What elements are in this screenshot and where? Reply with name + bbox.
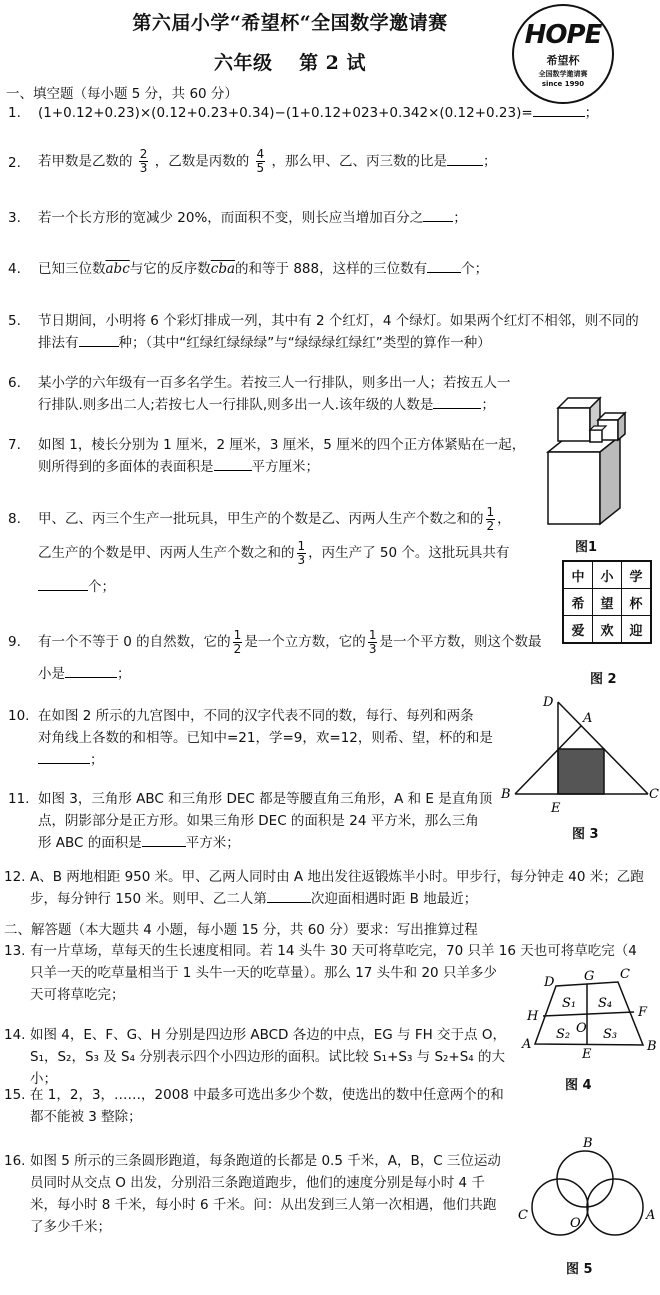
label-a: A xyxy=(646,1208,656,1223)
question-text: 节日期间，小明将 6 个彩灯排成一列，其中有 2 个红灯，4 个绿灯。如果两个红灯不相邻，则不同的 xyxy=(38,313,639,329)
question-text: 都不能被 3 整除； xyxy=(30,1109,142,1125)
label-e: E xyxy=(551,801,561,816)
label-f: F xyxy=(638,1005,648,1020)
grid-cell: 希 xyxy=(563,589,593,616)
fraction xyxy=(297,540,307,567)
numerator: 1 xyxy=(297,538,306,553)
label-d: D xyxy=(544,975,555,990)
question-text: 在 1，2，3，……，2008 中最多可选出多少个数，使选出的数中任意两个的和 xyxy=(30,1087,504,1103)
question-9 xyxy=(8,626,548,690)
grid-cell: 杯 xyxy=(622,589,652,616)
grid-cell: 迎 xyxy=(622,616,652,644)
grid-cell: 爱 xyxy=(563,616,593,644)
label-o: O xyxy=(576,1021,587,1036)
answer-blank[interactable] xyxy=(433,394,481,409)
label-g: G xyxy=(584,969,595,984)
fraction xyxy=(486,506,496,533)
numerator: 1 xyxy=(233,627,242,642)
figure-1-cubes xyxy=(540,384,640,534)
question-text: ，那么甲、乙、丙三数的比是 xyxy=(271,153,447,170)
question-tail: 个； xyxy=(88,579,115,595)
question-number: 10. xyxy=(8,708,30,724)
question-number: 16. xyxy=(4,1153,26,1169)
figure-4-quadrilateral xyxy=(510,962,660,1062)
question-text: 排法有 xyxy=(38,335,79,351)
answer-blank[interactable] xyxy=(423,207,453,222)
question-text: 小是 xyxy=(38,666,65,682)
numerator: 1 xyxy=(486,504,495,519)
question-number: 8. xyxy=(8,511,21,527)
question-tail: ； xyxy=(584,105,599,121)
question-text: 是一个立方数，它的 xyxy=(244,634,366,650)
question-text: S₁，S₂，S₃ 及 S₄ 分别表示四个小四边形的面积。试比较 S₁+S₃ 与 S₂+S₄ 的大小； xyxy=(30,1049,506,1087)
question-number: 12. xyxy=(4,869,26,885)
figure-5-circles xyxy=(510,1135,660,1245)
label-b: B xyxy=(501,787,511,802)
denominator: 3 xyxy=(368,641,377,656)
fraction xyxy=(368,629,378,656)
question-10 xyxy=(8,705,498,771)
grid-cell: 望 xyxy=(593,589,622,616)
section-heading-fill-blank: 一、填空题（每小题 5 分，共 60 分） xyxy=(6,86,238,102)
label-o: O xyxy=(570,1216,581,1231)
grid-cell: 中 xyxy=(563,561,593,589)
fraction xyxy=(139,148,149,175)
question-7 xyxy=(8,434,538,478)
label-s3: S₃ xyxy=(603,1027,618,1042)
answer-blank[interactable] xyxy=(267,888,311,903)
question-16 xyxy=(4,1150,524,1238)
label-a: A xyxy=(583,711,593,726)
question-tail: 平方米； xyxy=(185,835,240,851)
label-c: C xyxy=(518,1208,528,1223)
figure-3-triangles xyxy=(495,692,660,816)
label-c: C xyxy=(620,967,630,982)
question-tail: ； xyxy=(481,397,495,413)
question-text: 的和等于 888，这样的三位数有 xyxy=(235,261,428,277)
question-number: 13. xyxy=(4,943,26,959)
figure-2-grid xyxy=(562,560,652,644)
question-number: 14. xyxy=(4,1027,26,1043)
numerator: 2 xyxy=(139,147,148,161)
question-number: 4. xyxy=(8,261,21,277)
question-text: (1+0.12+0.23)×(0.12+0.23+0.34)−(1+0.12+023+0.342×(0.12+0.23)= xyxy=(38,105,533,121)
question-tail: ； xyxy=(482,153,497,170)
question-text: 步，每分钟行 150 米。则甲、乙二人第 xyxy=(30,891,267,907)
question-2 xyxy=(8,148,648,175)
page-subtitle: 六年级 第 2 试 xyxy=(213,52,367,74)
denominator: 2 xyxy=(233,641,242,656)
figure-4-caption: 图 4 xyxy=(565,1078,592,1093)
label-a: A xyxy=(522,1037,532,1052)
question-text: ，丙生产了 50 个。这批玩具共有 xyxy=(308,545,510,561)
page-title: 第六届小学“希望杯“全国数学邀请赛 xyxy=(132,12,448,34)
question-text: 天可将草吃完； xyxy=(30,987,125,1003)
question-text: 如图 5 所示的三条圆形跑道，每条跑道的长都是 0.5 千米，A，B，C 三位运动 xyxy=(30,1153,501,1169)
question-tail: 个； xyxy=(461,261,489,277)
label-b: B xyxy=(647,1039,657,1054)
answer-blank[interactable] xyxy=(214,456,252,471)
numerator: 1 xyxy=(368,627,377,642)
answer-blank[interactable] xyxy=(38,749,90,764)
question-15 xyxy=(4,1084,524,1128)
label-c: C xyxy=(649,787,659,802)
question-text: 员同时从交点 O 出发，分别沿三条跑道跑步，他们的速度分别是每小时 4 千 xyxy=(30,1175,485,1191)
question-text: 乙生产的个数是甲、丙两人生产个数之和的 xyxy=(38,545,295,561)
question-4 xyxy=(8,258,648,280)
grid-cell: 学 xyxy=(622,561,652,589)
question-6 xyxy=(8,372,538,416)
logo-chinese: 希望杯 xyxy=(546,54,580,67)
question-text: 甲、乙、丙三个生产一批玩具，甲生产的个数是乙、丙两人生产个数之和的 xyxy=(38,511,484,527)
label-e: E xyxy=(582,1047,592,1062)
logo-since: since 1990 xyxy=(541,80,585,88)
question-number: 15. xyxy=(4,1087,26,1103)
question-3 xyxy=(8,207,648,229)
question-text: 对角线上各数的和相等。已知中=21，学=9，欢=12，则希、望，杯的和是 xyxy=(38,730,493,746)
question-tail: ； xyxy=(453,210,467,226)
logo-tagline: 全国数学邀请赛 xyxy=(538,69,588,78)
section-heading-solve: 二、解答题（本大题共 4 小题，每小题 15 分，共 60 分）要求：写出推算过程 xyxy=(4,922,478,938)
question-number: 1. xyxy=(8,105,21,121)
overlined-number: $\overline{abc}$ xyxy=(105,261,130,277)
question-text: ， xyxy=(497,511,511,527)
label-s4: S₄ xyxy=(598,996,613,1011)
denominator: 3 xyxy=(297,552,306,567)
question-5 xyxy=(8,310,658,354)
question-text: 如图 1，棱长分别为 1 厘米，2 厘米，3 厘米，5 厘米的四个正方体紧贴在一起， xyxy=(38,437,526,453)
question-text: 了多少千米； xyxy=(30,1219,111,1235)
question-number: 2. xyxy=(8,155,21,171)
denominator: 3 xyxy=(139,161,148,175)
label-d: D xyxy=(543,695,554,710)
denominator: 2 xyxy=(486,518,495,533)
fraction xyxy=(233,629,243,656)
question-tail: ； xyxy=(117,666,131,682)
question-number: 3. xyxy=(8,210,21,226)
question-text: 如图 4，E、F、G、H 分别是四边形 ABCD 各边的中点，EG 与 FH 交于点 O， xyxy=(30,1027,506,1043)
answer-blank[interactable] xyxy=(38,576,88,591)
question-number: 11. xyxy=(8,791,30,807)
answer-blank[interactable] xyxy=(65,663,117,678)
question-1 xyxy=(8,102,648,124)
question-text: 已知三位数 xyxy=(38,261,106,277)
question-text: 有一个不等于 0 的自然数，它的 xyxy=(38,634,231,650)
figure-2-caption: 图 2 xyxy=(590,672,617,687)
figure-5-caption: 图 5 xyxy=(566,1262,593,1277)
question-text: ，乙数是丙数的 xyxy=(154,153,250,170)
question-text: 若甲数是乙数的 xyxy=(38,153,133,170)
question-8 xyxy=(8,502,538,604)
question-text: 次迎面相遇时距 B 地最近； xyxy=(310,891,478,907)
label-b: B xyxy=(583,1136,593,1151)
question-number: 6. xyxy=(8,375,21,391)
hope-logo xyxy=(512,4,614,104)
question-text: 行排队.则多出二人;若按七人一行排队,则多出一人.该年级的人数是 xyxy=(38,397,434,413)
answer-blank[interactable] xyxy=(447,151,483,166)
question-text: 在如图 2 所示的九宫图中，不同的汉字代表不同的数，每行、每列和两条 xyxy=(38,708,474,724)
figure-3-caption: 图 3 xyxy=(572,827,599,842)
question-text: 是一个平方数，则这个数最 xyxy=(379,634,542,650)
question-text: 如图 3，三角形 ABC 和三角形 DEC 都是等腰直角三角形，A 和 E 是直角顶 xyxy=(38,791,493,807)
grid-cell: 欢 xyxy=(593,616,622,644)
question-text: 只羊一天的吃草量相当于 1 头牛一天的吃草量）。那么 17 头牛和 20 只羊多少 xyxy=(30,965,497,981)
question-text: 有一片草场，草每天的生长速度相同。若 14 头牛 30 天可将草吃完，70 只羊 16 天也可将草吃完（4 xyxy=(30,943,637,959)
question-text: 某小学的六年级有一百多名学生。若按三人一行排队，则多出一人；若按五人一 xyxy=(38,375,511,391)
fraction xyxy=(256,148,266,175)
denominator: 5 xyxy=(256,161,265,175)
question-text: A、B 两地相距 950 米。甲、乙两人同时由 A 地出发往返锻炼半小时。甲步行，每分钟走 40 米；乙跑 xyxy=(30,869,644,885)
question-number: 9. xyxy=(8,634,21,650)
figure-1-caption: 图1 xyxy=(575,540,598,555)
question-number: 5. xyxy=(8,313,21,329)
question-text: 点，阴影部分是正方形。如果三角形 DEC 的面积是 24 平方米，那么三角 xyxy=(38,813,479,829)
grid-cell: 小 xyxy=(593,561,622,589)
question-tail: 平方厘米； xyxy=(251,459,319,475)
question-14 xyxy=(4,1024,524,1090)
logo-brand: HOPE xyxy=(524,20,602,50)
overlined-number: $\overline{cba}$ xyxy=(210,261,236,277)
question-text: 与它的反序数 xyxy=(129,261,211,277)
question-12 xyxy=(4,866,660,910)
question-text: 形 ABC 的面积是 xyxy=(38,835,142,851)
question-tail: ； xyxy=(90,752,104,768)
question-text: 米，每小时 8 千米，每小时 6 千米。问：从出发到三人第一次相遇，他们共跑 xyxy=(30,1197,497,1213)
numerator: 4 xyxy=(256,147,265,161)
label-s2: S₂ xyxy=(556,1027,571,1042)
answer-blank[interactable] xyxy=(533,102,585,117)
answer-blank[interactable] xyxy=(79,332,119,347)
question-11 xyxy=(8,788,498,854)
question-number: 7. xyxy=(8,437,21,453)
question-text: 种；（其中“红绿红绿绿绿”与“绿绿绿红绿红”类型的算作一种） xyxy=(118,335,491,351)
question-text: 若一个长方形的宽减少 20%，而面积不变，则长应当增加百分之 xyxy=(38,210,424,226)
answer-blank[interactable] xyxy=(427,258,461,273)
question-text: 则所得到的多面体的表面积是 xyxy=(38,459,214,475)
answer-blank[interactable] xyxy=(142,832,186,847)
label-h: H xyxy=(527,1009,539,1024)
label-s1: S₁ xyxy=(562,996,577,1011)
